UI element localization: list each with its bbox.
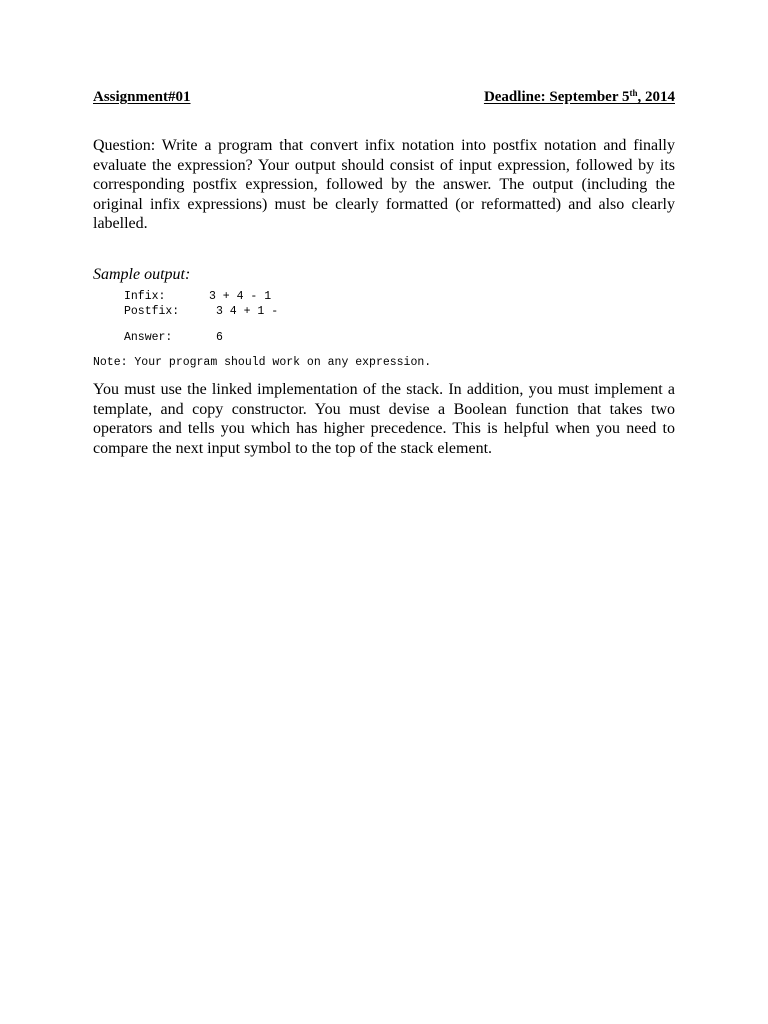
document-header <box>93 89 675 109</box>
question-paragraph: Question: Write a program that convert infix notation into postfix notation and finally evaluate the expression? Your output should consist of input expression, followed by its corresponding postfix expression, followed by the answer. The output (including the original infix expressions) must be clearly formatted (or reformatted) and also clearly labelled. <box>93 137 675 233</box>
sample-output-block <box>124 290 424 350</box>
sample-output-label: Sample output: <box>93 266 191 283</box>
requirements-paragraph: You must use the linked implementation of the stack. In addition, you must implement a template, and copy constructor. You must devise a Boolean function that takes two operators and tells you which has higher precedence. This is helpful when you need to compare the next input symbol to the top of the stack element. <box>93 381 675 457</box>
document-page <box>93 0 675 1024</box>
sample-note: Note: Your program should work on any expression. <box>93 356 432 369</box>
deadline <box>484 89 675 106</box>
sample-key: Answer: <box>124 331 173 344</box>
sample-value: 3 + 4 - 1 <box>209 290 272 303</box>
sample-key: Postfix: <box>124 305 180 318</box>
sample-value: 3 4 + 1 - <box>216 305 279 318</box>
sample-key: Infix: <box>124 290 166 303</box>
deadline-prefix: Deadline: September 5 <box>483 89 630 105</box>
deadline-suffix: , 2014 <box>637 89 675 105</box>
deadline-superscript: th <box>629 88 638 98</box>
sample-value: 6 <box>216 331 223 344</box>
assignment-title: Assignment#01 <box>93 89 191 105</box>
